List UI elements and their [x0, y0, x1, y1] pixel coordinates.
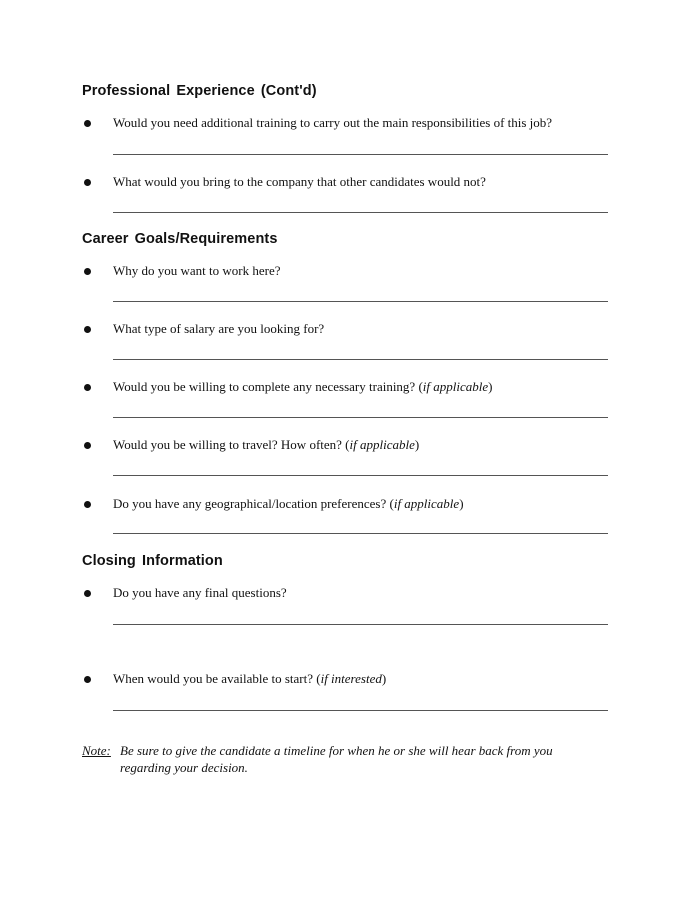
question-travel: Would you be willing to travel? How often? (if applicable) [113, 437, 420, 452]
question-bring-to-company: What would you bring to the company that other candidates would not? [113, 174, 486, 189]
bullet-icon [84, 179, 91, 186]
bullet-icon [84, 442, 91, 449]
note-label: Note: [82, 743, 111, 758]
bullet-icon [84, 120, 91, 127]
answer-line[interactable] [113, 359, 608, 360]
question-location-preferences: Do you have any geographical/location preferences? (if applicable) [113, 496, 464, 511]
answer-line[interactable] [113, 710, 608, 711]
bullet-icon [84, 326, 91, 333]
answer-line[interactable] [113, 624, 608, 625]
question-salary: What type of salary are you looking for? [113, 321, 325, 336]
question-final-questions: Do you have any final questions? [113, 585, 287, 600]
answer-line[interactable] [113, 154, 608, 155]
bullet-icon [84, 676, 91, 683]
answer-line[interactable] [113, 417, 608, 418]
answer-line[interactable] [113, 533, 608, 534]
question-additional-training: Would you need additional training to carry out the main responsibilities of this job? [113, 115, 553, 130]
section-heading-career-goals: Career Goals/Requirements [82, 231, 278, 247]
bullet-icon [84, 501, 91, 508]
section-heading-closing-information: Closing Information [82, 553, 223, 569]
question-necessary-training: Would you be willing to complete any necessary training? (if applicable) [113, 379, 493, 394]
question-available-to-start: When would you be available to start? (if interested) [113, 671, 387, 686]
bullet-icon [84, 384, 91, 391]
answer-line[interactable] [113, 301, 608, 302]
answer-line[interactable] [113, 475, 608, 476]
bullet-icon [84, 590, 91, 597]
question-why-work-here: Why do you want to work here? [113, 263, 281, 278]
answer-line[interactable] [113, 212, 608, 213]
bullet-icon [84, 268, 91, 275]
note-text: Be sure to give the candidate a timeline for when he or she will hear back from you regarding your decision. [120, 743, 553, 775]
section-heading-professional-experience: Professional Experience (Cont'd) [82, 83, 317, 99]
